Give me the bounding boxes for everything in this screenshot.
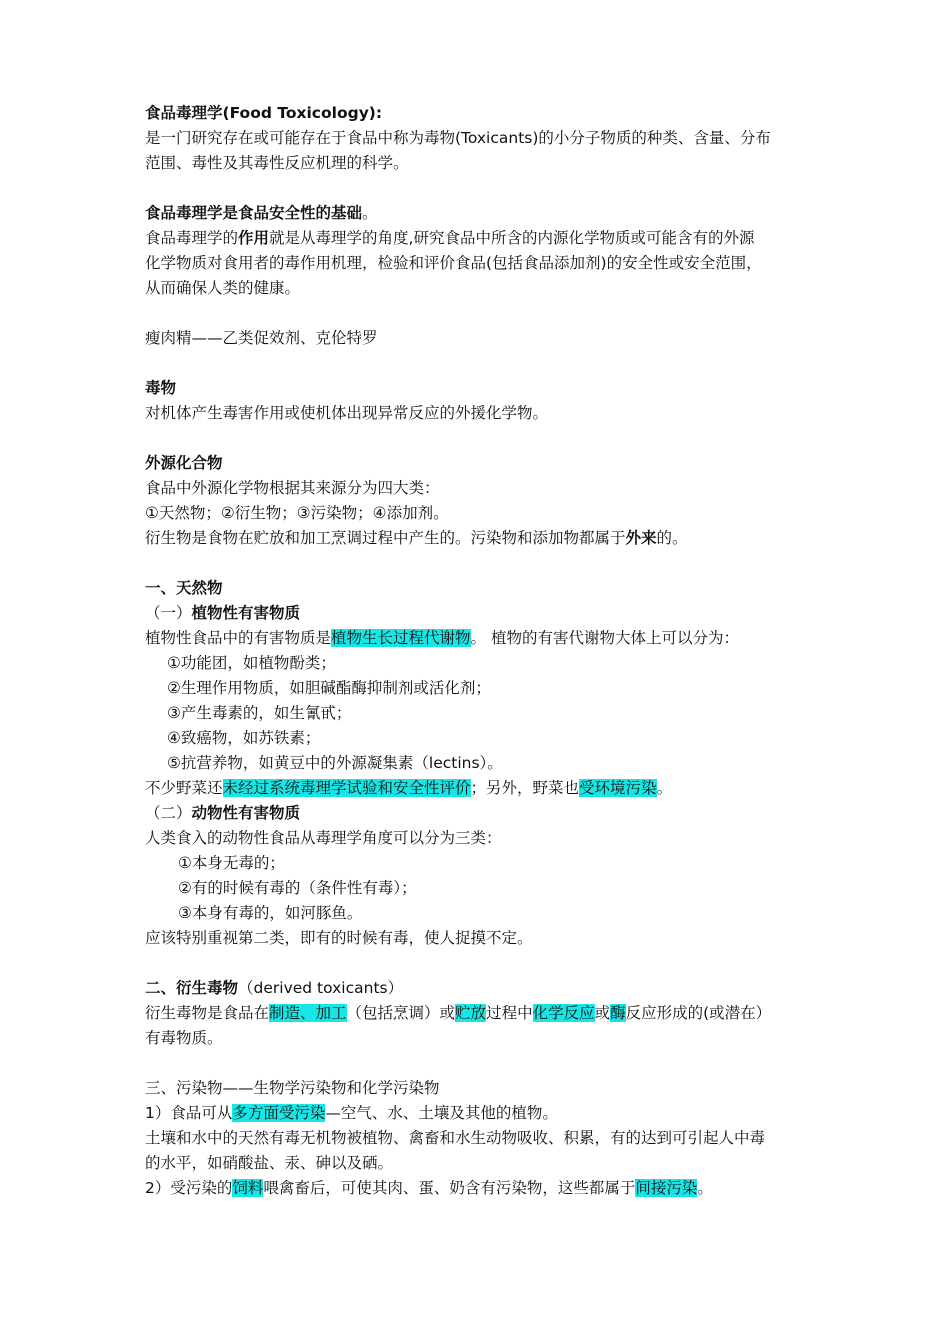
list-item: ③产生毒素的，如生氰甙； — [167, 704, 352, 722]
text-run: （derived toxicants） — [238, 979, 404, 997]
heading-pollutants: 三、污染物——生物学污染物和化学污染物 — [145, 1079, 440, 1097]
text-run: ；另外，野菜也 — [470, 779, 580, 797]
paragraph-line: 有毒物质。 — [145, 1029, 223, 1047]
highlighted-text: 未经过系统毒理学试验和安全性评价 — [222, 779, 471, 797]
highlighted-text: 多方面受污染 — [232, 1104, 326, 1122]
heading-toxicant: 毒物 — [145, 379, 177, 397]
paragraph-line: 土壤和水中的天然有毒无机物被植物、禽畜和水生动物吸收、积累，有的达到可引起人中毒 — [145, 1129, 766, 1147]
heading-exogenous: 外源化合物 — [145, 454, 223, 472]
highlighted-text: 植物生长过程代谢物 — [331, 629, 471, 647]
text-run: 。 植物的有害代谢物大体上可以分为： — [470, 629, 739, 647]
text-run: 衍生物是食物在贮放和加工烹调过程中产生的。污染物和添加物都属于 — [145, 529, 626, 547]
heading-derived — [145, 976, 815, 1001]
text-run: 过程中 — [486, 1004, 533, 1022]
bold-term: 外来 — [625, 529, 657, 547]
text-run: 反应形成的(或潜在） — [625, 1004, 772, 1022]
subheading-text: 动物性有害物质 — [191, 804, 301, 822]
paragraph-line: 化学物质对食用者的毒作用机理，检验和评价食品(包括食品添加剂)的安全性或安全范围， — [145, 254, 762, 272]
list-item: ②生理作用物质，如胆碱酯酶抑制剂或活化剂； — [167, 679, 491, 697]
heading-text: 食品毒理学是食品安全性的基础 — [145, 204, 363, 222]
heading-food-toxicology: 食品毒理学(Food Toxicology): — [145, 104, 383, 122]
bold-term: 作用 — [238, 229, 270, 247]
paragraph-line — [145, 776, 815, 801]
heading-safety-basis — [145, 201, 815, 226]
text-run: 植物性食品中的有害物质是 — [145, 629, 332, 647]
paragraph-line — [145, 526, 815, 551]
highlighted-text: 受环境污染 — [579, 779, 657, 797]
paragraph-line — [145, 626, 815, 651]
heading-natural: 一、天然物 — [145, 579, 223, 597]
text-run: 衍生毒物是食品在 — [145, 1004, 270, 1022]
text-run: （包括烹调）或 — [346, 1004, 456, 1022]
paragraph-line: 的水平，如硝酸盐、汞、砷以及硒。 — [145, 1154, 394, 1172]
paragraph-line: 食品中外源化学物根据其来源分为四大类： — [145, 479, 440, 497]
text-run: 或 — [594, 1004, 611, 1022]
paragraph-line: 范围、毒性及其毒性反应机理的科学。 — [145, 154, 409, 172]
highlighted-text: 酶 — [610, 1004, 626, 1022]
subheading-text: 植物性有害物质 — [191, 604, 301, 622]
paragraph-line: 应该特别重视第二类，即有的时候有毒，使人捉摸不定。 — [145, 929, 533, 947]
list-item: ①本身无毒的； — [178, 854, 285, 872]
text-run: （二） — [145, 804, 192, 822]
highlighted-text: 饲料 — [232, 1179, 264, 1197]
paragraph-line — [145, 1101, 815, 1126]
highlighted-text: 制造、加工 — [269, 1004, 347, 1022]
list-item: ①功能团，如植物酚类； — [167, 654, 336, 672]
paragraph-line — [145, 226, 815, 251]
paragraph-line — [145, 1001, 815, 1026]
paragraph-line: 对机体产生毒害作用或使机体出现异常反应的外援化学物。 — [145, 404, 549, 422]
paragraph-line: 瘦肉精——乙类促效剂、克伦特罗 — [145, 329, 378, 347]
text-run: 的。 — [656, 529, 688, 547]
list-item: ⑤抗营养物，如黄豆中的外源凝集素（lectins）。 — [167, 754, 503, 772]
text-run: 就是从毒理学的角度,研究食品中所含的内源化学物质或可能含有的外源 — [269, 229, 755, 247]
text-run: 。 — [656, 779, 673, 797]
subheading-animal — [145, 801, 815, 826]
text-run: 。 — [697, 1179, 713, 1197]
paragraph-line — [145, 1176, 815, 1201]
list-item: ③本身有毒的，如河豚鱼。 — [178, 904, 363, 922]
heading-text: 二、衍生毒物 — [145, 979, 239, 997]
subheading-plant — [145, 601, 815, 626]
text-run: 喂禽畜后，可使其肉、蛋、奶含有污染物，这些都属于 — [263, 1179, 636, 1197]
text-run: 不少野菜还 — [145, 779, 223, 797]
text-run: （一） — [145, 604, 192, 622]
text-run: 食品毒理学的 — [145, 229, 239, 247]
list-item: ④致癌物，如苏铁素； — [167, 729, 321, 747]
paragraph-line: 人类食入的动物性食品从毒理学角度可以分为三类： — [145, 829, 502, 847]
text-run: —空气、水、土壤及其他的植物。 — [325, 1104, 558, 1122]
heading-punct: 。 — [362, 204, 378, 222]
text-run: 2）受污染的 — [145, 1179, 233, 1197]
document-body — [145, 101, 815, 1201]
list-item: ②有的时候有毒的（条件性有毒）； — [178, 879, 417, 897]
paragraph-line: 是一门研究存在或可能存在于食品中称为毒物(Toxicants)的小分子物质的种类、含量、分布 — [145, 129, 771, 147]
paragraph-line: ①天然物；②衍生物；③污染物；④添加剂。 — [145, 504, 449, 522]
highlighted-text: 贮放 — [455, 1004, 487, 1022]
text-run: 1）食品可从 — [145, 1104, 233, 1122]
paragraph-line: 从而确保人类的健康。 — [145, 279, 301, 297]
highlighted-text: 间接污染 — [635, 1179, 698, 1197]
highlighted-text: 化学反应 — [532, 1004, 595, 1022]
